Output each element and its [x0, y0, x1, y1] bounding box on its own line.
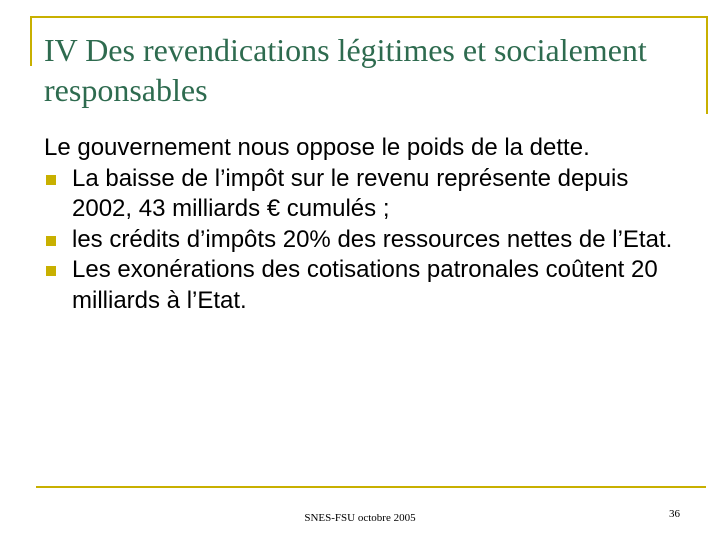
bullet-item	[44, 255, 684, 316]
bullet-item	[44, 225, 684, 256]
slide-body	[44, 133, 684, 316]
top-rule	[30, 16, 708, 18]
bullet-item	[44, 164, 684, 225]
page-number: 36	[669, 508, 680, 520]
square-bullet-icon	[46, 236, 56, 246]
square-bullet-icon	[46, 175, 56, 185]
bottom-rule	[36, 486, 706, 488]
slide-title: IV Des revendications légitimes et socialement responsables	[44, 32, 647, 108]
bullet-list	[44, 164, 684, 317]
right-rule	[706, 16, 708, 114]
lead-text: Le gouvernement nous oppose le poids de la dette.	[44, 134, 590, 161]
bullet-text: les crédits d’impôts 20% des ressources nettes de l’Etat.	[72, 225, 673, 253]
bullet-text: La baisse de l’impôt sur le revenu représente depuis 2002, 43 milliards € cumulés ;	[72, 164, 629, 222]
left-rule	[30, 16, 32, 66]
square-bullet-icon	[46, 266, 56, 276]
footer-text: SNES-FSU octobre 2005	[304, 512, 416, 524]
bullet-text: Les exonérations des cotisations patronales coûtent 20 milliards à l’Etat.	[72, 256, 658, 314]
